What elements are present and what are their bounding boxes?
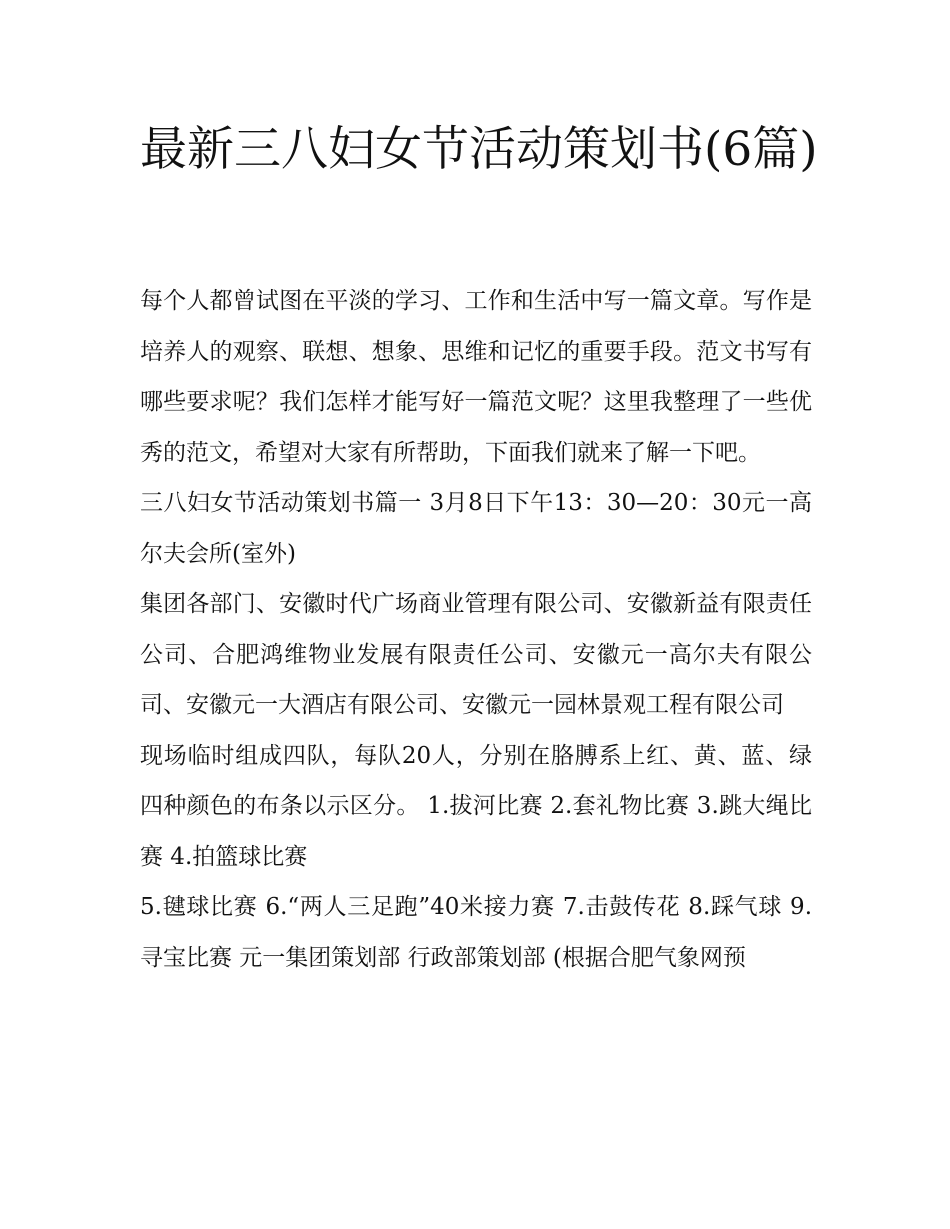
paragraph-intro: 每个人都曾试图在平淡的学习、工作和生活中写一篇文章。写作是培养人的观察、联想、想象、思维和记忆的重要手段。范文书写有哪些要求呢？我们怎样才能写好一篇范文呢？这里我整理了一些优秀的范文，希望对大家有所帮助，下面我们就来了解一下吧。 xyxy=(140,288,812,466)
paragraph-teams-activities: 现场临时组成四队，每队20人，分别在胳膊系上红、黄、蓝、绿四种颜色的布条以示区分。 1.拔河比赛 2.套礼物比赛 3.跳大绳比赛 4.拍篮球比赛 xyxy=(140,742,812,870)
document-body xyxy=(140,276,812,983)
paragraph-participants: 集团各部门、安徽时代广场商业管理有限公司、安徽新益有限责任公司、合肥鸿维物业发展有限责任公司、安徽元一高尔夫有限公司、安徽元一大酒店有限公司、安徽元一园林景观工程有限公司 xyxy=(140,591,812,718)
document-title: 最新三八妇女节活动策划书(6篇) xyxy=(140,122,818,177)
paragraph-more-activities: 5.毽球比赛 6.“两人三足跑”40米接力赛 7.击鼓传花 8.踩气球 9.寻宝比赛 元一集团策划部 行政部策划部 (根据合肥气象网预 xyxy=(140,894,812,971)
paragraph-event-time-place: 三八妇女节活动策划书篇一 3月8日下午13：30—20：30元一高尔夫会所(室外) xyxy=(140,490,812,567)
